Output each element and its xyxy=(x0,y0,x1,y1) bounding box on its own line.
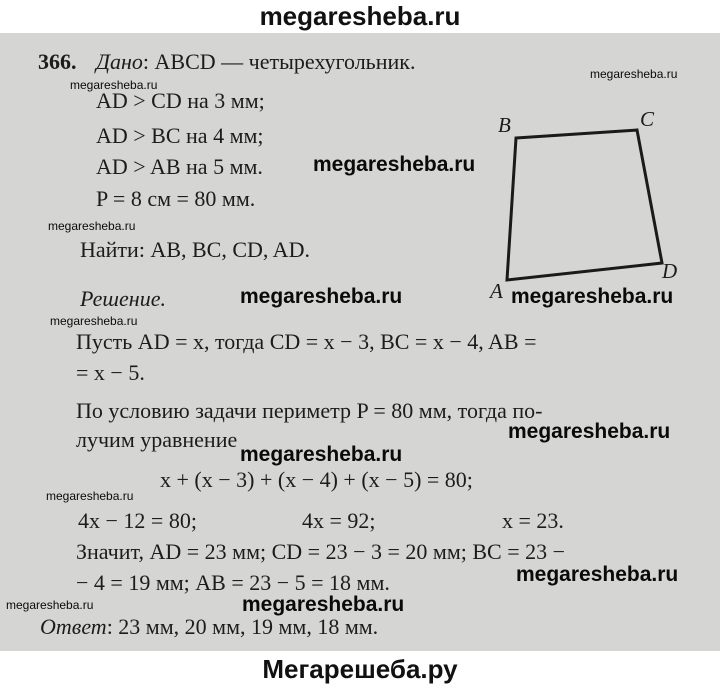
condition-3: AD > AB на 5 мм. xyxy=(96,154,263,179)
condition-1: AD > CD на 3 мм; xyxy=(96,88,265,113)
watermark: megaresheba.ru xyxy=(242,593,405,616)
watermark-small: megaresheba.ru xyxy=(50,314,138,328)
watermark-small: megaresheba.ru xyxy=(6,598,94,612)
solution-line-3: По условию задачи периметр P = 80 мм, тогда по- xyxy=(76,398,543,423)
find-line: Найти: AB, BC, CD, AD. xyxy=(80,237,310,262)
solution-line-4: лучим уравнение xyxy=(76,427,238,452)
equation-2c: x = 23. xyxy=(502,508,564,533)
watermark: megaresheba.ru xyxy=(313,153,476,176)
vertex-label-b: B xyxy=(498,113,511,137)
watermark-small: megaresheba.ru xyxy=(70,78,158,92)
site-header: megaresheba.ru xyxy=(259,1,461,31)
watermark: megaresheba.ru xyxy=(240,443,403,466)
site-footer: Мегарешеба.ру xyxy=(262,654,458,684)
equation-2b: 4x = 92; xyxy=(302,508,376,533)
condition-2: AD > BC на 4 мм; xyxy=(96,123,264,148)
given-text: : ABCD — четырехугольник. xyxy=(142,49,416,74)
answer-label: Ответ xyxy=(40,614,107,639)
result-line-2: − 4 = 19 мм; AB = 23 − 5 = 18 мм. xyxy=(76,570,390,595)
problem-number: 366. xyxy=(38,49,77,74)
condition-perimeter: P = 8 см = 80 мм. xyxy=(96,186,256,211)
vertex-label-d: D xyxy=(662,259,678,283)
solution-label: Решение. xyxy=(80,286,166,311)
given-line xyxy=(96,49,415,75)
equation-1: x + (x − 3) + (x − 4) + (x − 5) = 80; xyxy=(160,467,473,492)
answer-text: : 23 мм, 20 мм, 19 мм, 18 мм. xyxy=(106,614,379,639)
watermark-small: megaresheba.ru xyxy=(46,489,134,503)
watermark-small: megaresheba.ru xyxy=(590,67,678,81)
vertex-label-a: A xyxy=(490,279,503,298)
result-line-1: Значит, AD = 23 мм; CD = 23 − 3 = 20 мм; BC = 23 − xyxy=(76,539,566,564)
given-label: Дано xyxy=(96,49,143,74)
watermark: megaresheba.ru xyxy=(240,285,403,308)
textbook-page xyxy=(0,33,720,651)
watermark: megaresheba.ru xyxy=(508,420,671,443)
vertex-label-c: C xyxy=(640,108,655,131)
quadrilateral-figure xyxy=(480,108,700,298)
watermark-small: megaresheba.ru xyxy=(48,219,136,233)
equation-2a: 4x − 12 = 80; xyxy=(78,508,197,533)
answer-line xyxy=(40,614,378,640)
solution-line-1: Пусть AD = x, тогда CD = x − 3, BC = x − 4, AB = xyxy=(76,329,537,354)
quadrilateral-abcd xyxy=(507,130,662,280)
watermark: megaresheba.ru xyxy=(511,285,674,308)
solution-line-2: = x − 5. xyxy=(76,360,145,385)
watermark: megaresheba.ru xyxy=(516,563,679,586)
